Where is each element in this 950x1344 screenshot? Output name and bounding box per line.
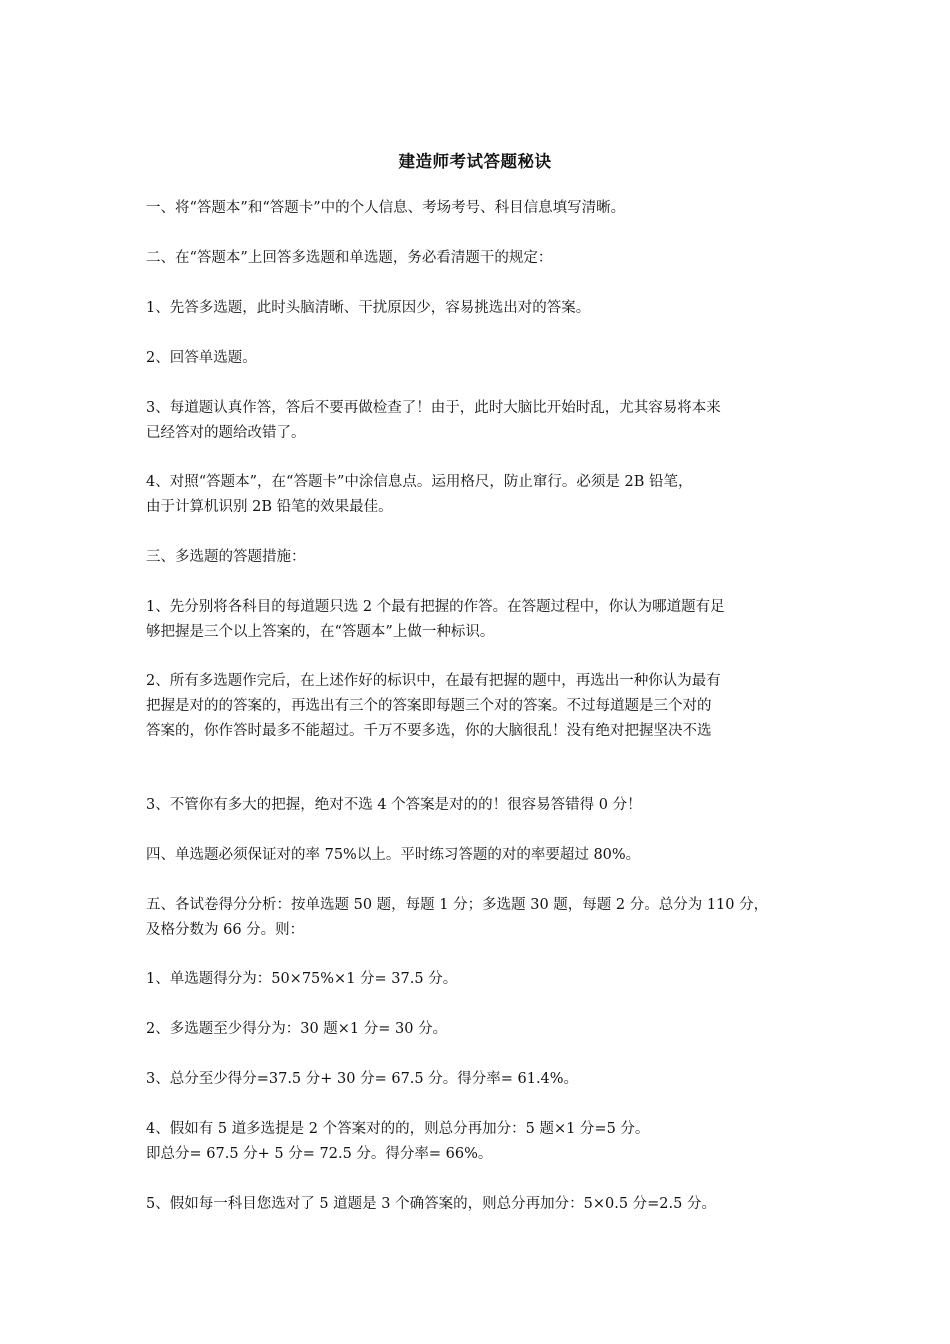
paragraph-score-4 [146,1117,816,1167]
paragraph-line: 4、假如有 5 道多选提是 2 个答案对的的，则总分再加分：5 题×1 分=5 分。 [146,1121,650,1137]
paragraph-line: 把握是对的的答案的，再选出有三个的答案即每题三个对的答案。不过每道题是三个对的 [146,698,712,714]
paragraph-line: 2、所有多选题作完后，在上述作好的标识中，在最有把握的题中，再选出一种你认为最有 [146,673,721,689]
paragraph-item-4 [146,470,816,520]
paragraph-line: 三、多选题的答题措施： [146,549,306,565]
paragraph-score-3 [146,1067,816,1092]
paragraph-line: 1、先分别将各科目的每道题只选 2 个最有把握的作答。在答题过程中，你认为哪道题有足 [146,599,725,615]
paragraph-score-5 [146,1192,816,1217]
paragraph-score-1 [146,967,816,992]
paragraph-line: 即总分= 67.5 分+ 5 分= 72.5 分。得分率= 66%。 [146,1146,493,1162]
paragraph-line: 3、每道题认真作答，答后不要再做检查了！由于，此时大脑比开始时乱，尤其容易将本来 [146,400,721,416]
paragraph-line: 四、单选题必须保证对的率 75%以上。平时练习答题的对的率要超过 80%。 [146,847,641,863]
paragraph-multi-1 [146,595,816,645]
paragraph-line: 3、不管你有多大的把握，绝对不选 4 个答案是对的的！很容易答错得 0 分！ [146,797,642,813]
paragraph-line: 1、单选题得分为：50×75%×1 分= 37.5 分。 [146,971,458,987]
paragraph-line: 二、在“答题本”上回答多选题和单选题，务必看清题干的规定： [146,250,553,266]
paragraph-item-2 [146,346,816,371]
paragraph-line: 3、总分至少得分=37.5 分+ 30 分= 67.5 分。得分率= 61.4%。 [146,1071,579,1087]
paragraph-line: 5、假如每一科目您选对了 5 道题是 3 个确答案的，则总分再加分：5×0.5 分=2.5 分。 [146,1196,716,1212]
document-title: 建造师考试答题秘诀 [398,152,552,171]
paragraph-line: 五、各试卷得分分析：按单选题 50 题，每题 1 分；多选题 30 题，每题 2 分。总分为 110 分， [146,897,769,913]
paragraph-line: 够把握是三个以上答案的，在“答题本”上做一种标识。 [146,624,495,640]
paragraph-section-four [146,843,816,868]
paragraph-line: 1、先答多选题，此时头脑清晰、干扰原因少，容易挑选出对的答案。 [146,300,591,316]
paragraph-multi-3 [146,793,816,818]
paragraph-multi-2 [146,669,816,744]
paragraph-score-2 [146,1017,816,1042]
paragraph-personal-info [146,196,816,221]
paragraph-line: 一、将“答题本”和“答题卡”中的个人信息、考场考号、科目信息填写清晰。 [146,200,626,216]
paragraph-line: 2、多选题至少得分为：30 题×1 分= 30 分。 [146,1021,448,1037]
paragraph-item-1 [146,296,816,321]
paragraph-line: 及格分数为 66 分。则： [146,922,305,938]
paragraph-line: 2、回答单选题。 [146,350,257,366]
paragraph-item-3 [146,396,816,446]
paragraph-section-five [146,893,816,943]
paragraph-line: 由于计算机识别 2B 铅笔的效果最佳。 [146,499,393,515]
paragraph-line: 已经答对的题给改错了。 [146,425,306,441]
paragraph-line: 答案的，你作答时最多不能超过。千万不要多选，你的大脑很乱！没有绝对把握坚决不选 [146,723,712,739]
paragraph-section-two [146,246,816,271]
paragraph-line: 4、对照“答题本”，在“答题卡”中涂信息点。运用格尺，防止窜行。必须是 2B 铅笔， [146,474,693,490]
paragraph-section-three [146,545,816,570]
